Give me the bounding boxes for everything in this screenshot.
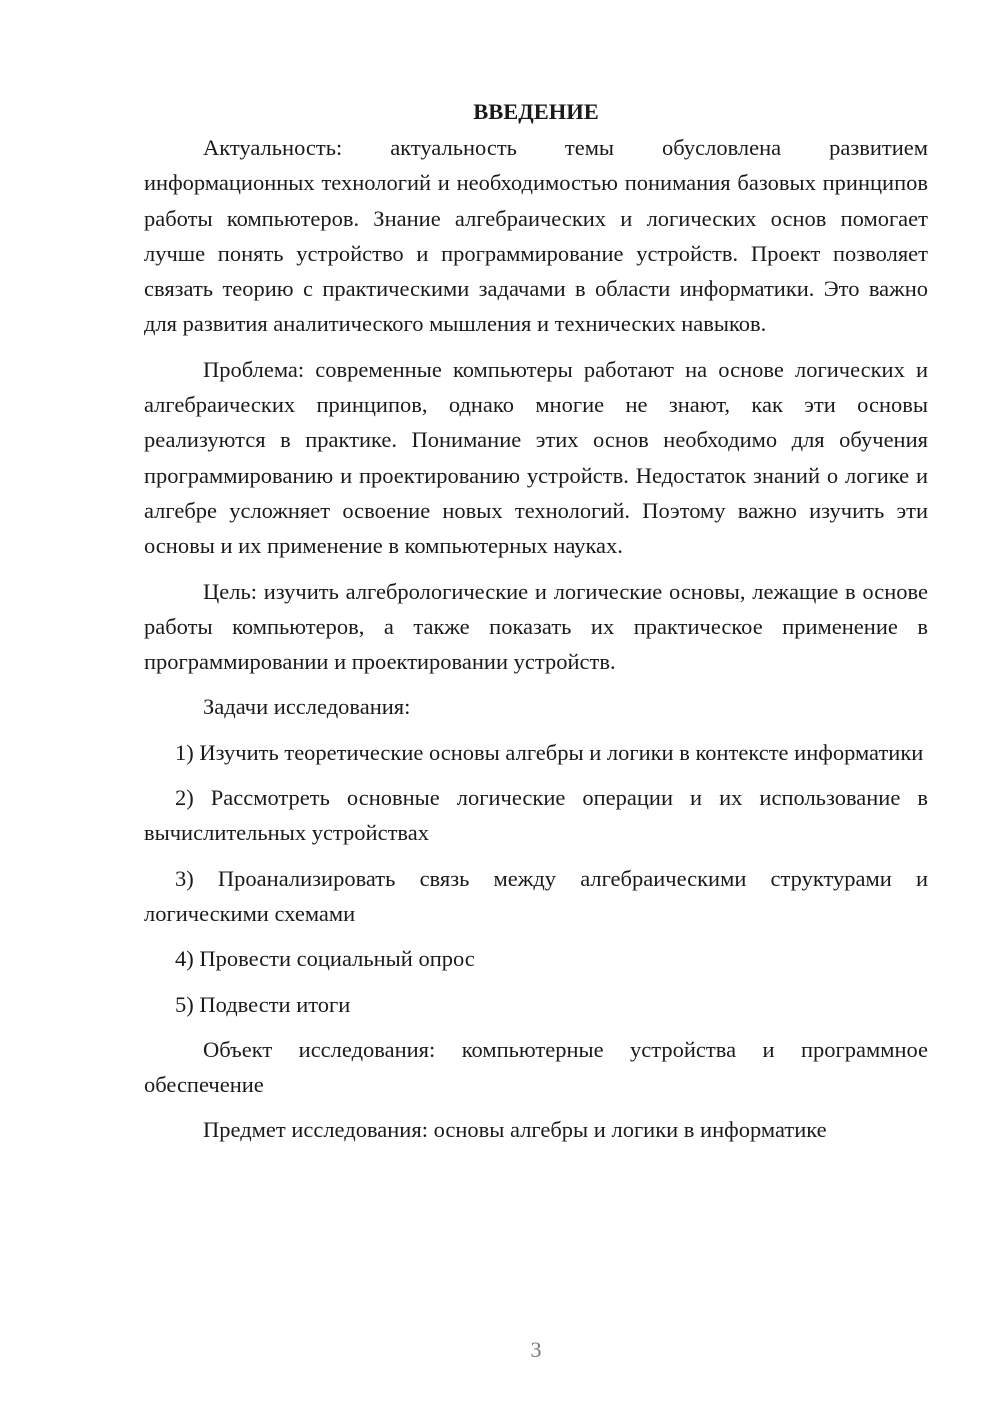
tasks-title: Задачи исследования: — [203, 694, 411, 720]
task-item-1: 1) Изучить теоретические основы алгебры и логики в контексте информатики — [175, 739, 924, 765]
page-number: 3 — [530, 1337, 542, 1362]
task-item-3: 3) Проанализировать связь между алгебраическими структурами и логическими схемами — [144, 865, 928, 926]
task-item-4: 4) Провести социальный опрос — [175, 946, 475, 972]
paragraph-relevance: Актуальность: актуальность темы обусловлена развитием информационных технологий и необходимостью понимания базовых принципов работы компьютеров. Знание алгебраических и логических основ помогает лучше понять устройство и программирование устройств. Проект позволяет связать теорию с практическими задачами в области информатики. Это важно для развития аналитического мышления и технических навыков. — [144, 135, 928, 337]
paragraph-problem: Проблема: современные компьютеры работают на основе логических и алгебраических принципов, однако многие не знают, как эти основы реализуются в практике. Понимание этих основ необходимо для обучения программированию и проектированию устройств. Недостаток знаний о логике и алгебре усложняет освоение новых технологий. Поэтому важно изучить эти основы и их применение в компьютерных науках. — [144, 356, 928, 559]
section-heading: ВВЕДЕНИЕ — [473, 99, 599, 124]
paragraph-goal: Цель: изучить алгебрологические и логические основы, лежащие в основе работы компьютеров, а также показать их практическое применение в программировании и проектировании устройств. — [144, 578, 928, 675]
page-content — [144, 94, 928, 1158]
paragraph-subject: Предмет исследования: основы алгебры и логики в информатике — [203, 1117, 827, 1143]
task-item-5: 5) Подвести итоги — [175, 991, 351, 1017]
task-item-2: 2) Рассмотреть основные логические операции и их использование в вычислительных устройствах — [144, 785, 928, 846]
paragraph-object: Объект исследования: компьютерные устройства и программное обеспечение — [144, 1036, 928, 1098]
